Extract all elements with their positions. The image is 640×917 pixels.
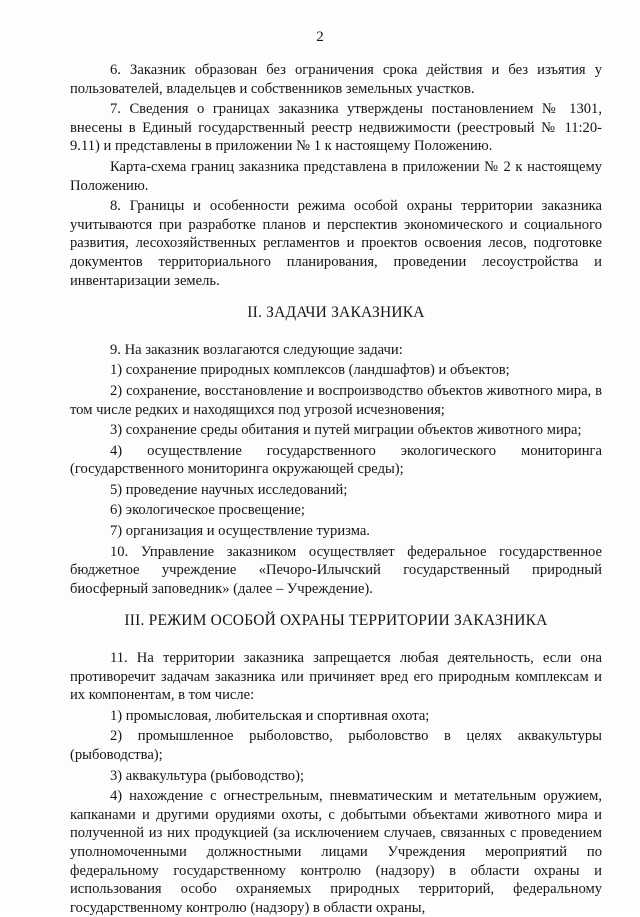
section-heading-tasks: II. ЗАДАЧИ ЗАКАЗНИКА <box>247 304 425 322</box>
paragraph-7: 7. Сведения о границах заказника утверждены постановлением № 1301, внесены в Единый государственный реестр недвижимости (реестровый № 11:20-9.11) и представлены в приложении № 1 к настоящему Положению. <box>70 101 602 155</box>
paragraph-8: 8. Границы и особенности режима особой охраны территории заказника учитываются при разработке планов и перспектив экономического и социального развития, лесохозяйственных регламентов и проектов освоения лесов, подготовке документов территориального планирования, проведении лесоустройства и инвентаризации земель. <box>70 198 602 289</box>
task-item: 1) сохранение природных комплексов (ландшафтов) и объектов; <box>110 362 510 379</box>
task-item: 6) экологическое просвещение; <box>110 502 305 519</box>
paragraph-map-scheme: Карта-схема границ заказника представлена в приложении № 2 к настоящему Положению. <box>70 158 602 194</box>
task-item: 5) проведение научных исследований; <box>110 481 348 498</box>
prohibition-item: 1) промысловая, любительская и спортивная охота; <box>110 707 430 724</box>
page-number: 2 <box>316 29 324 45</box>
section-heading-regime: III. РЕЖИМ ОСОБОЙ ОХРАНЫ ТЕРРИТОРИИ ЗАКАЗНИКА <box>124 612 548 630</box>
task-item: 2) сохранение, восстановление и воспроизводство объектов животного мира, в том числе редких и находящихся под угрозой исчезновения; <box>70 382 602 418</box>
paragraph-11: 11. На территории заказника запрещается любая деятельность, если она противоречит задачам заказника или причиняет вред его природным комплексам и их компонентам, в том числе: <box>70 650 602 704</box>
task-item: 4) осуществление государственного экологического мониторинга (государственного мониторинга окружающей среды); <box>70 442 602 478</box>
document-body <box>70 61 602 917</box>
paragraph-6: 6. Заказник образован без ограничения срока действия и без изъятия у пользователей, владельцев и собственников земельных участков. <box>70 62 602 97</box>
paragraph-9: 9. На заказник возлагаются следующие задачи: <box>110 341 403 358</box>
prohibition-item: 2) промышленное рыболовство, рыболовство в целях аквакультуры (рыбоводства); <box>70 728 602 763</box>
task-item: 7) организация и осуществление туризма. <box>110 523 370 540</box>
prohibition-item: 4) нахождение с огнестрельным, пневматическим и метательным оружием, капканами и другими орудиями охоты, с добытыми объектами животного мира и полученной из них продукцией (за исключением случаев, связанных с проведением уполномоченными должностными лицами Учреждения мероприятий по федеральному государственному контролю (надзору) в области охраны и использования особо охраняемых природных территорий, федеральному государственному контролю (надзору) в области охраны, <box>70 788 602 916</box>
task-item: 3) сохранение среды обитания и путей миграции объектов животного мира; <box>110 422 582 439</box>
prohibition-item: 3) аквакультура (рыбоводство); <box>110 767 305 784</box>
paragraph-10: 10. Управление заказником осуществляет федеральное государственное бюджетное учреждение «Печоро-Илычский государственный природный биосферный заповедник» (далее – Учреждение). <box>70 543 602 597</box>
